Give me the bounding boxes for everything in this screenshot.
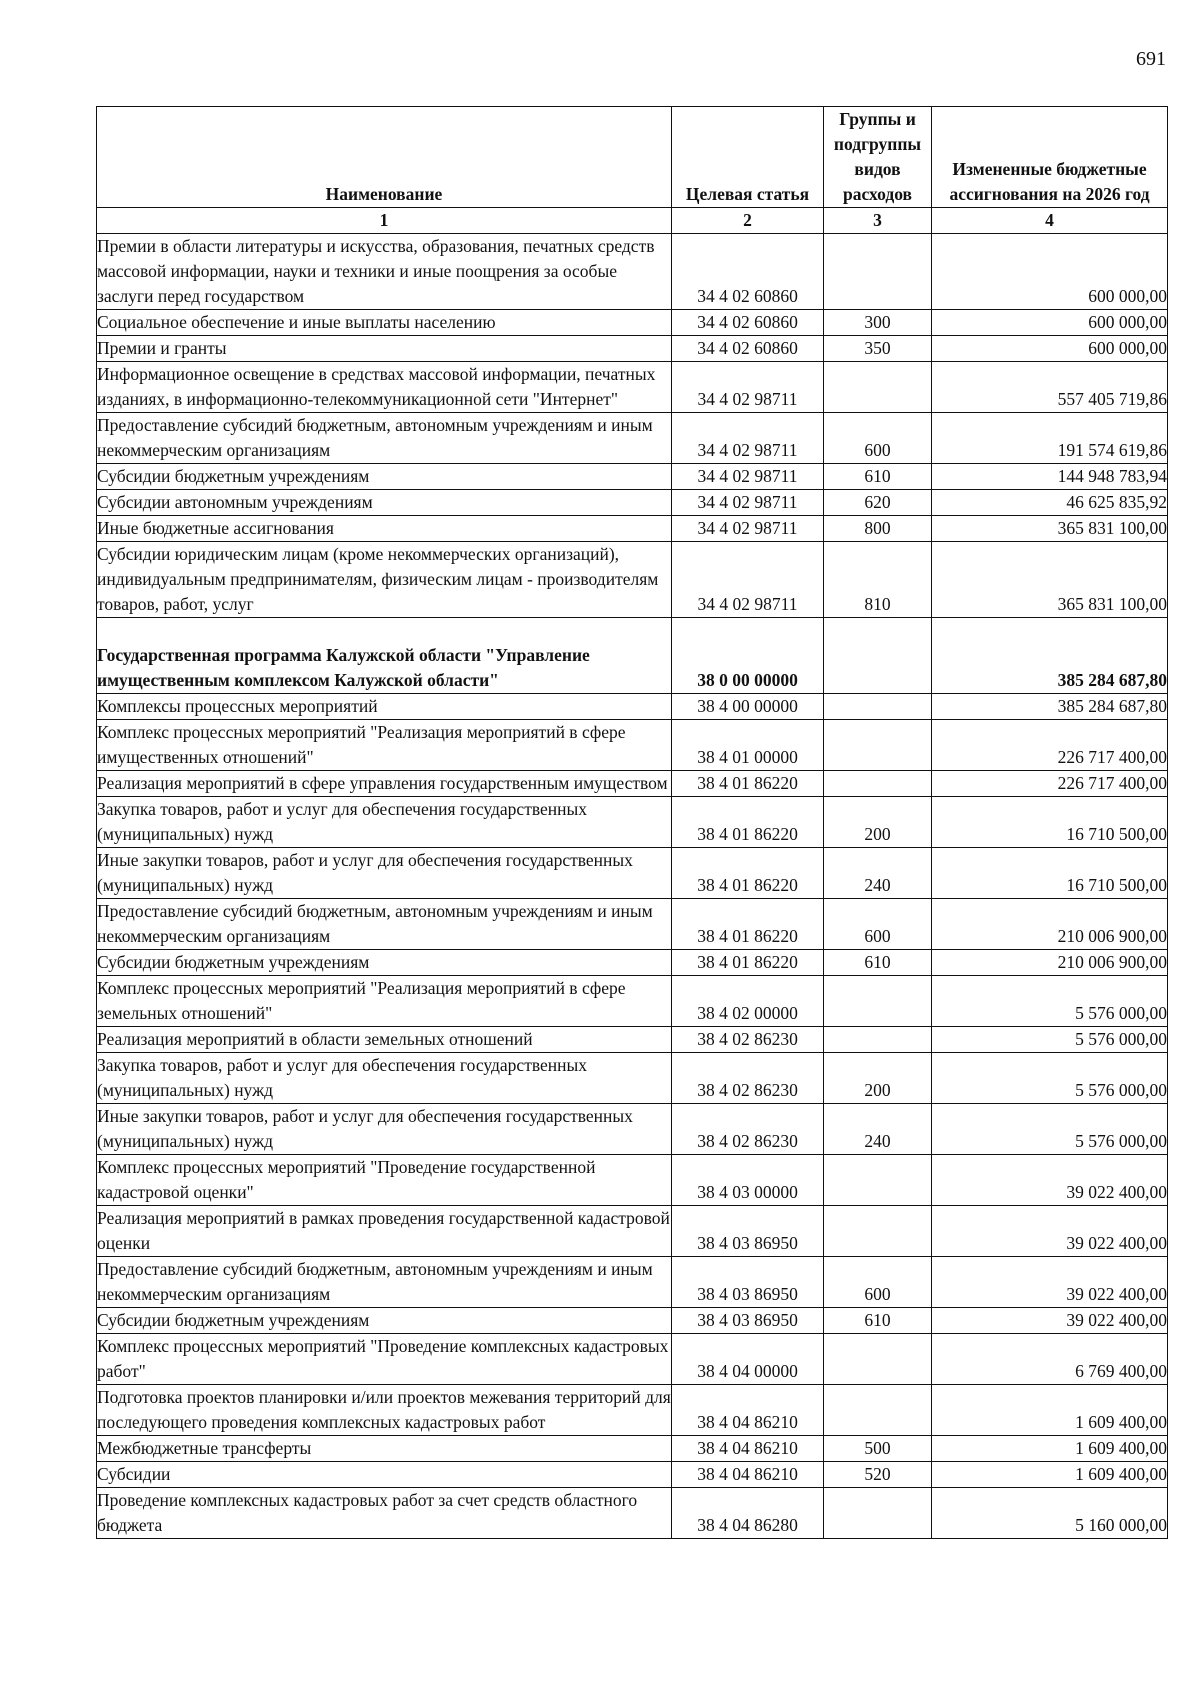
row-target-article: 38 4 02 00000 [672,976,824,1027]
row-target-article: 38 0 00 00000 [672,618,824,694]
table-row [97,976,1168,1027]
row-name: Проведение комплексных кадастровых работ за счет средств областного бюджета [97,1488,672,1539]
row-amount: 385 284 687,80 [932,694,1168,720]
table-row [97,1104,1168,1155]
row-amount: 39 022 400,00 [932,1308,1168,1334]
row-expense-group: 200 [824,1053,932,1104]
row-expense-group: 240 [824,1104,932,1155]
row-amount: 39 022 400,00 [932,1155,1168,1206]
header-row [97,107,1168,208]
row-amount: 39 022 400,00 [932,1257,1168,1308]
row-name: Комплекс процессных мероприятий "Реализация мероприятий в сфере имущественных отношений" [97,720,672,771]
column-number: 1 [97,208,672,234]
row-target-article: 38 4 02 86230 [672,1104,824,1155]
row-name: Иные закупки товаров, работ и услуг для обеспечения государственных (муниципальных) нужд [97,1104,672,1155]
row-name: Предоставление субсидий бюджетным, автономным учреждениям и иным некоммерческим организациям [97,413,672,464]
row-expense-group [824,976,932,1027]
row-amount: 46 625 835,92 [932,490,1168,516]
table-row [97,848,1168,899]
row-amount: 16 710 500,00 [932,848,1168,899]
row-target-article: 38 4 01 86220 [672,899,824,950]
row-name: Комплекс процессных мероприятий "Проведение комплексных кадастровых работ" [97,1334,672,1385]
row-expense-group: 800 [824,516,932,542]
row-amount: 365 831 100,00 [932,516,1168,542]
table-row [97,720,1168,771]
row-expense-group [824,362,932,413]
row-name: Субсидии бюджетным учреждениям [97,1308,672,1334]
table-row [97,413,1168,464]
row-name: Субсидии бюджетным учреждениям [97,464,672,490]
row-amount: 1 609 400,00 [932,1436,1168,1462]
row-name: Государственная программа Калужской области "Управление имущественным комплексом Калужской области" [97,618,672,694]
row-name: Предоставление субсидий бюджетным, автономным учреждениям и иным некоммерческим организациям [97,1257,672,1308]
header-allocations: Измененные бюджетные ассигнования на 2026 год [932,107,1168,208]
row-target-article: 38 4 00 00000 [672,694,824,720]
budget-table [96,106,1168,1539]
row-expense-group [824,1488,932,1539]
row-amount: 5 576 000,00 [932,976,1168,1027]
row-expense-group [824,1027,932,1053]
row-target-article: 38 4 01 86220 [672,848,824,899]
page-number: 691 [1136,48,1166,70]
row-amount: 210 006 900,00 [932,950,1168,976]
row-name: Комплекс процессных мероприятий "Реализация мероприятий в сфере земельных отношений" [97,976,672,1027]
table-row [97,1488,1168,1539]
row-expense-group: 500 [824,1436,932,1462]
table-row [97,771,1168,797]
row-name: Субсидии юридическим лицам (кроме некоммерческих организаций), индивидуальным предпринимателям, физическим лицам - производителям товаров, работ, услуг [97,542,672,618]
row-amount: 39 022 400,00 [932,1206,1168,1257]
header-expense-groups: Группы и подгруппы видов расходов [824,107,932,208]
row-target-article: 34 4 02 60860 [672,234,824,310]
row-name: Иные бюджетные ассигнования [97,516,672,542]
row-amount: 5 576 000,00 [932,1104,1168,1155]
column-number-row [97,208,1168,234]
row-amount: 144 948 783,94 [932,464,1168,490]
table-row [97,1155,1168,1206]
table-row [97,310,1168,336]
row-amount: 1 609 400,00 [932,1385,1168,1436]
table-row [97,1053,1168,1104]
row-target-article: 34 4 02 98711 [672,516,824,542]
row-amount: 5 576 000,00 [932,1053,1168,1104]
row-expense-group: 600 [824,899,932,950]
row-name: Реализация мероприятий в сфере управления государственным имуществом [97,771,672,797]
row-name: Информационное освещение в средствах массовой информации, печатных изданиях, в информационно-телекоммуникационной сети "Интернет" [97,362,672,413]
row-target-article: 38 4 03 00000 [672,1155,824,1206]
table-row [97,797,1168,848]
row-expense-group [824,1385,932,1436]
row-target-article: 34 4 02 98711 [672,490,824,516]
row-target-article: 38 4 02 86230 [672,1053,824,1104]
row-amount: 5 160 000,00 [932,1488,1168,1539]
row-target-article: 34 4 02 98711 [672,464,824,490]
row-expense-group [824,618,932,694]
table-row [97,516,1168,542]
table-row [97,618,1168,694]
row-name: Премии в области литературы и искусства, образования, печатных средств массовой информации, науки и техники и иные поощрения за особые заслуги перед государством [97,234,672,310]
row-name: Предоставление субсидий бюджетным, автономным учреждениям и иным некоммерческим организациям [97,899,672,950]
row-name: Субсидии автономным учреждениям [97,490,672,516]
column-number: 2 [672,208,824,234]
table-row [97,1257,1168,1308]
row-amount: 365 831 100,00 [932,542,1168,618]
row-expense-group: 520 [824,1462,932,1488]
row-expense-group: 600 [824,1257,932,1308]
row-name: Иные закупки товаров, работ и услуг для обеспечения государственных (муниципальных) нужд [97,848,672,899]
row-name: Субсидии [97,1462,672,1488]
row-expense-group [824,720,932,771]
row-name: Реализация мероприятий в рамках проведения государственной кадастровой оценки [97,1206,672,1257]
row-amount: 226 717 400,00 [932,771,1168,797]
row-amount: 385 284 687,80 [932,618,1168,694]
row-amount: 5 576 000,00 [932,1027,1168,1053]
row-expense-group [824,1334,932,1385]
table-row [97,1385,1168,1436]
row-target-article: 38 4 04 86210 [672,1385,824,1436]
row-target-article: 38 4 04 86210 [672,1462,824,1488]
row-name: Подготовка проектов планировки и/или проектов межевания территорий для последующего проведения комплексных кадастровых работ [97,1385,672,1436]
row-expense-group [824,694,932,720]
row-target-article: 38 4 03 86950 [672,1257,824,1308]
table-row [97,1027,1168,1053]
row-amount: 210 006 900,00 [932,899,1168,950]
row-expense-group: 350 [824,336,932,362]
row-amount: 16 710 500,00 [932,797,1168,848]
table-row [97,1334,1168,1385]
row-target-article: 34 4 02 60860 [672,336,824,362]
row-name: Социальное обеспечение и иные выплаты населению [97,310,672,336]
table-row [97,336,1168,362]
row-expense-group: 240 [824,848,932,899]
row-target-article: 38 4 04 86210 [672,1436,824,1462]
table-row [97,899,1168,950]
row-target-article: 38 4 02 86230 [672,1027,824,1053]
row-name: Закупка товаров, работ и услуг для обеспечения государственных (муниципальных) нужд [97,797,672,848]
table-row [97,1436,1168,1462]
row-name: Субсидии бюджетным учреждениям [97,950,672,976]
row-target-article: 38 4 01 00000 [672,720,824,771]
row-expense-group: 610 [824,950,932,976]
table-row [97,1206,1168,1257]
table-row [97,950,1168,976]
row-expense-group: 200 [824,797,932,848]
row-target-article: 34 4 02 98711 [672,413,824,464]
table-row [97,1308,1168,1334]
row-expense-group [824,1155,932,1206]
row-expense-group: 300 [824,310,932,336]
row-expense-group [824,771,932,797]
row-amount: 557 405 719,86 [932,362,1168,413]
row-name: Комплекс процессных мероприятий "Проведение государственной кадастровой оценки" [97,1155,672,1206]
table-row [97,1462,1168,1488]
row-target-article: 38 4 03 86950 [672,1308,824,1334]
header-target-article: Целевая статья [672,107,824,208]
row-name: Закупка товаров, работ и услуг для обеспечения государственных (муниципальных) нужд [97,1053,672,1104]
row-expense-group [824,234,932,310]
row-target-article: 34 4 02 98711 [672,362,824,413]
table-row [97,362,1168,413]
header-name: Наименование [97,107,672,208]
row-expense-group [824,1206,932,1257]
row-target-article: 38 4 01 86220 [672,797,824,848]
table-row [97,490,1168,516]
row-target-article: 34 4 02 98711 [672,542,824,618]
row-amount: 1 609 400,00 [932,1462,1168,1488]
row-name: Межбюджетные трансферты [97,1436,672,1462]
row-target-article: 38 4 01 86220 [672,950,824,976]
row-amount: 600 000,00 [932,234,1168,310]
row-name: Реализация мероприятий в области земельных отношений [97,1027,672,1053]
table-row [97,694,1168,720]
row-target-article: 38 4 03 86950 [672,1206,824,1257]
row-name: Премии и гранты [97,336,672,362]
row-expense-group: 610 [824,464,932,490]
column-number: 4 [932,208,1168,234]
row-amount: 191 574 619,86 [932,413,1168,464]
row-amount: 600 000,00 [932,310,1168,336]
table-row [97,234,1168,310]
row-target-article: 38 4 01 86220 [672,771,824,797]
row-target-article: 34 4 02 60860 [672,310,824,336]
column-number: 3 [824,208,932,234]
table-body [97,234,1168,1539]
row-expense-group: 600 [824,413,932,464]
table-row [97,464,1168,490]
row-amount: 600 000,00 [932,336,1168,362]
row-expense-group: 610 [824,1308,932,1334]
row-expense-group: 620 [824,490,932,516]
row-amount: 6 769 400,00 [932,1334,1168,1385]
row-target-article: 38 4 04 00000 [672,1334,824,1385]
row-name: Комплексы процессных мероприятий [97,694,672,720]
row-amount: 226 717 400,00 [932,720,1168,771]
table-row [97,542,1168,618]
row-expense-group: 810 [824,542,932,618]
row-target-article: 38 4 04 86280 [672,1488,824,1539]
